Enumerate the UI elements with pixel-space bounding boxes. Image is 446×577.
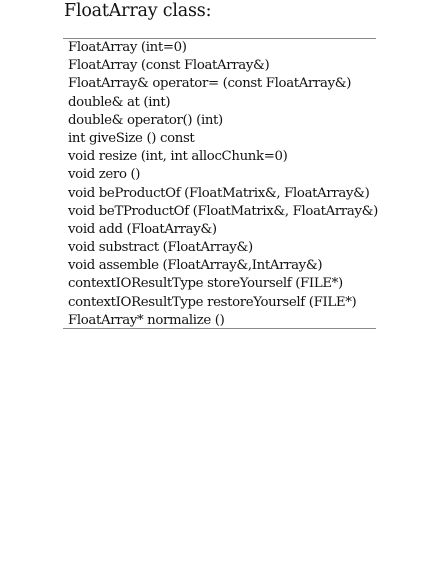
method-entry: void beProductOf (FloatMatrix&, FloatArray&) <box>68 185 370 201</box>
method-entry: int giveSize () const <box>68 130 195 146</box>
class-heading: FloatArray class: <box>64 1 212 21</box>
method-entry: void zero () <box>68 167 141 183</box>
method-entry: void assemble (FloatArray&,IntArray&) <box>68 258 323 274</box>
method-entry: FloatArray& operator= (const FloatArray&) <box>68 76 352 92</box>
method-entry: FloatArray* normalize () <box>68 312 225 328</box>
method-entry: FloatArray (const FloatArray&) <box>68 58 270 74</box>
method-entry: contextIOResultType restoreYourself (FILE*) <box>68 294 357 310</box>
method-entry: FloatArray (int=0) <box>68 40 187 55</box>
method-entry: void substract (FloatArray&) <box>68 240 253 256</box>
method-entry: contextIOResultType storeYourself (FILE*) <box>68 276 343 292</box>
method-entry: void add (FloatArray&) <box>68 221 217 237</box>
method-entry: void beTProductOf (FloatMatrix&, FloatArray&) <box>68 203 378 219</box>
method-table <box>63 38 376 329</box>
method-entry: double& operator() (int) <box>68 112 223 128</box>
method-list <box>68 39 378 330</box>
method-entry: void resize (int, int allocChunk=0) <box>68 149 288 165</box>
method-entry: double& at (int) <box>68 94 171 110</box>
